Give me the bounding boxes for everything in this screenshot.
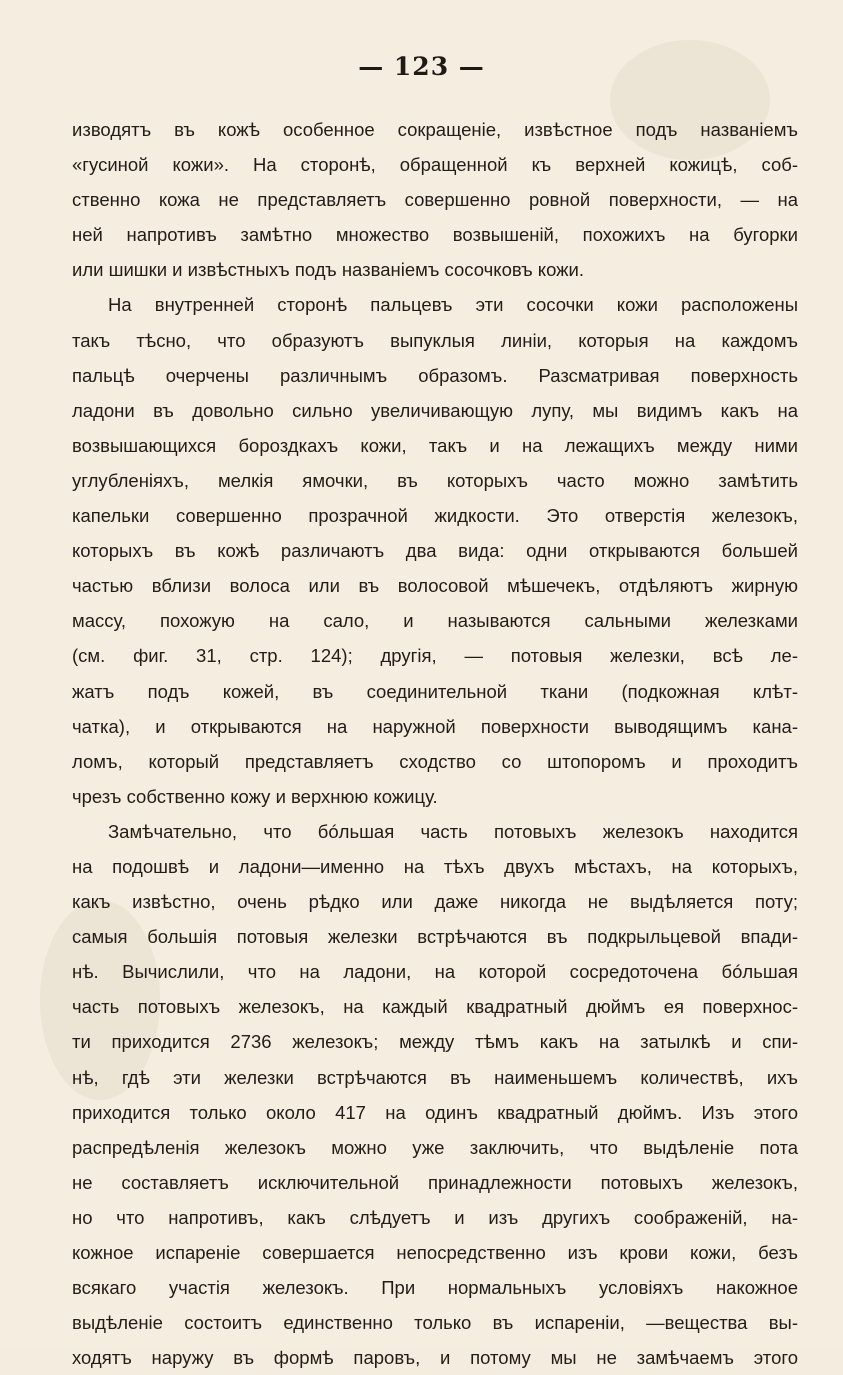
text-line: ходятъ наружу въ формѣ паровъ, и потому мы не замѣчаемъ этого xyxy=(72,1347,798,1369)
text-line: кожное испаренiе совершается непосредственно изъ крови кожи, безъ xyxy=(72,1242,798,1263)
text-line: ней напротивъ замѣтно множество возвышенiй, похожихъ на бугорки xyxy=(72,224,798,246)
text-line: нѣ, гдѣ эти железки встрѣчаются въ наименьшемъ количествѣ, ихъ xyxy=(72,1066,798,1088)
text-line: пальцѣ очерчены различнымъ образомъ. Разсматривая поверхность xyxy=(72,364,798,386)
text-line: которыхъ въ кожѣ различаютъ два вида: одни открываются большей xyxy=(72,540,798,562)
text-line: капельки совершенно прозрачной жидкости. Это отверстiя железокъ, xyxy=(72,505,798,527)
text-line: распредѣленiя железокъ можно уже заключить, что выдѣленiе пота xyxy=(72,1136,798,1158)
text-line: приходится только около 417 на одинъ квадратный дюймъ. Изъ этого xyxy=(72,1101,798,1123)
text-line: возвышающихся бороздкахъ кожи, такъ и на лежащихъ между ними xyxy=(72,434,798,456)
text-line: изводятъ въ кожѣ особенное сокращенiе, извѣстное подъ названiемъ xyxy=(72,119,798,140)
text-line: самыя большiя потовыя железки встрѣчаются въ подкрыльцевой впади- xyxy=(72,926,798,948)
text-line: выдѣленiе состоитъ единственно только въ испаренiи, —вещества вы- xyxy=(72,1312,798,1334)
text-line: частью вблизи волоса или въ волосовой мѣшечекъ, отдѣляютъ жирную xyxy=(72,575,798,597)
text-line: ладони въ довольно сильно увеличивающую лупу, мы видимъ какъ на xyxy=(72,399,798,421)
text-line: Замѣчательно, что бóльшая часть потовыхъ железокъ находится xyxy=(108,820,798,842)
text-line: такъ тѣсно, что образуютъ выпуклыя линiи, которыя на каждомъ xyxy=(72,329,798,351)
text-line: нѣ. Вычислили, что на ладони, на которой сосредоточена бóльшая xyxy=(72,961,798,983)
text-line: не составляетъ исключительной принадлежности потовыхъ железокъ, xyxy=(72,1171,798,1193)
text-line: (см. фиг. 31, стр. 124); другiя, — потовыя железки, всѣ ле- xyxy=(72,645,798,667)
text-line: ственно кожа не представляетъ совершенно ровной поверхности, — на xyxy=(72,189,798,211)
text-line: или шишки и извѣстныхъ подъ названiемъ сосочковъ кожи. xyxy=(72,259,585,281)
text-line: ти приходится 2736 железокъ; между тѣмъ какъ на затылкѣ и спи- xyxy=(72,1031,798,1053)
text-line: массу, похожую на сало, и называются сальными железками xyxy=(72,610,798,632)
text-line: на подошвѣ и ладони—именно на тѣхъ двухъ мѣстахъ, на которыхъ, xyxy=(72,855,798,877)
text-line: какъ извѣстно, очень рѣдко или даже никогда не выдѣляется поту; xyxy=(72,891,798,913)
text-line: часть потовыхъ железокъ, на каждый квадратный дюймъ ея поверхнос- xyxy=(72,996,798,1018)
body-text xyxy=(72,112,798,1375)
text-line: чатка), и открываются на наружной поверхности выводящимъ кана- xyxy=(72,715,798,737)
text-line: На внутренней сторонѣ пальцевъ эти сосочки кожи расположены xyxy=(108,294,798,316)
text-line: но что напротивъ, какъ слѣдуетъ и изъ другихъ соображенiй, на- xyxy=(72,1206,798,1228)
text-line: жатъ подъ кожей, въ соединительной ткани (подкожная клѣт- xyxy=(72,680,798,702)
page-number: — 123 — xyxy=(358,52,485,81)
text-line: углубленiяхъ, мелкiя ямочки, въ которыхъ часто можно замѣтить xyxy=(72,469,798,491)
text-line: ломъ, который представляетъ сходство со штопоромъ и проходитъ xyxy=(72,750,798,772)
text-line: «гусиной кожи». На сторонѣ, обращенной къ верхней кожицѣ, соб- xyxy=(72,154,798,176)
text-line: всякаго участiя железокъ. При нормальныхъ условiяхъ накожное xyxy=(72,1277,798,1299)
text-line: чрезъ собственно кожу и верхнюю кожицу. xyxy=(72,785,438,807)
